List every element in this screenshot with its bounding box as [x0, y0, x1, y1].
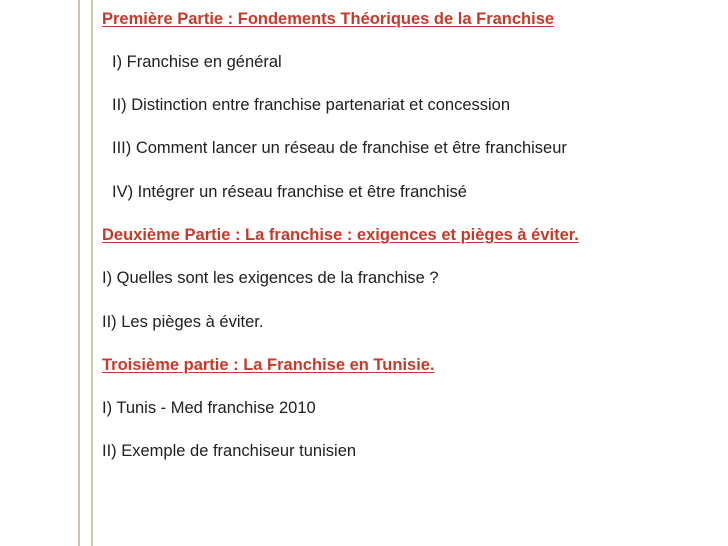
slide-border-line-outer — [78, 0, 80, 546]
list-item-franchise-general: I) Franchise en général — [112, 53, 282, 71]
list-item-tunis-med: I) Tunis - Med franchise 2010 — [102, 399, 316, 417]
list-item-distinction: II) Distinction entre franchise partenariat et concession — [112, 96, 511, 114]
list-item-exemple-franchiseur: II) Exemple de franchiseur tunisien — [102, 442, 357, 460]
list-item-pieges: II) Les pièges à éviter. — [102, 313, 264, 331]
section-heading-part-2: Deuxième Partie : La franchise : exigences et pièges à éviter. — [102, 226, 579, 244]
list-item-exigences: I) Quelles sont les exigences de la franchise ? — [102, 269, 439, 287]
list-item-integrer-reseau: IV) Intégrer un réseau franchise et être franchisé — [112, 183, 467, 201]
section-heading-part-3: Troisième partie : La Franchise en Tunisie. — [102, 356, 435, 374]
slide-border-line-inner — [91, 0, 93, 546]
list-item-lancer-reseau: III) Comment lancer un réseau de franchise et être franchiseur — [112, 139, 567, 157]
section-heading-part-1: Première Partie : Fondements Théoriques de la Franchise — [102, 10, 555, 28]
